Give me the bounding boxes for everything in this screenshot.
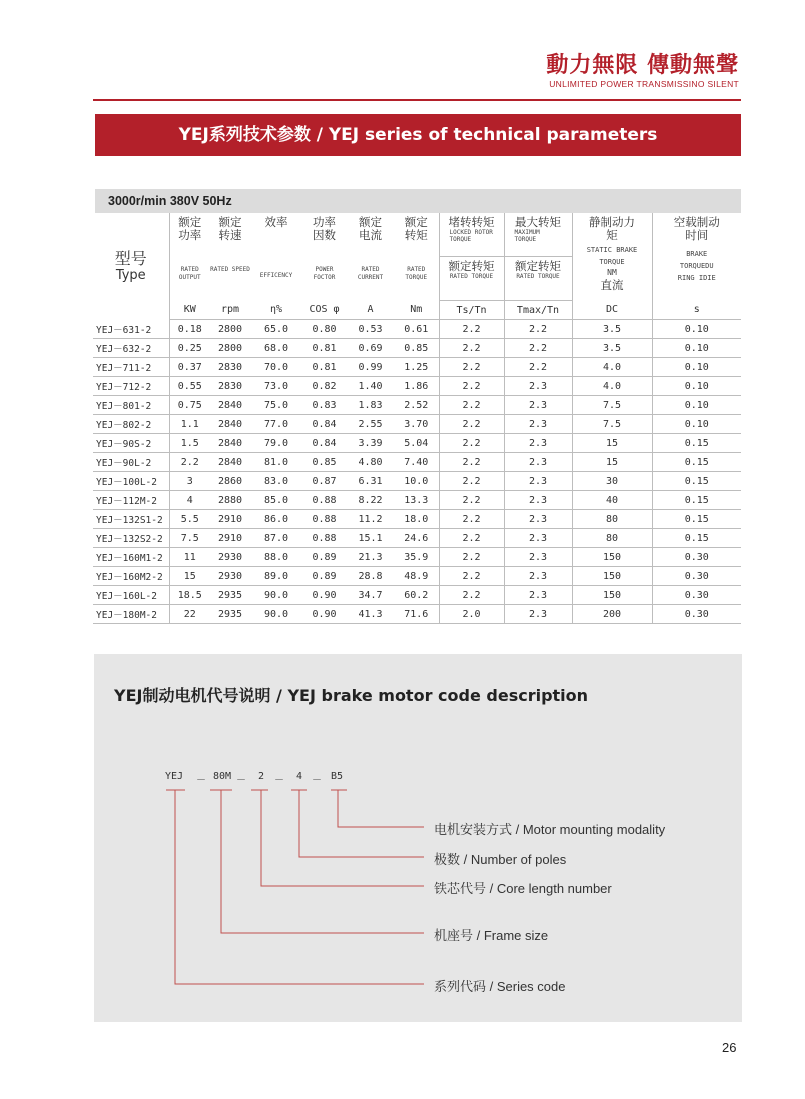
code-part-dash: － — [274, 775, 284, 786]
value-cell: 1.86 — [394, 377, 439, 396]
model-cell: YEJ－712-2 — [93, 377, 169, 396]
value-cell: 4.0 — [572, 358, 652, 377]
code-part-poles: 4 — [296, 771, 303, 782]
value-cell: 2930 — [210, 567, 250, 586]
value-cell: 5.04 — [394, 434, 439, 453]
code-part-dash: － — [236, 775, 246, 786]
value-cell: 2.3 — [504, 605, 572, 624]
connector-series — [166, 790, 424, 984]
value-cell: 88.0 — [250, 548, 302, 567]
value-cell: 0.15 — [652, 453, 741, 472]
value-cell: 77.0 — [250, 415, 302, 434]
type-header-en: Type — [115, 267, 146, 283]
value-cell: 0.69 — [347, 339, 394, 358]
value-cell: 7.40 — [394, 453, 439, 472]
value-cell: 0.30 — [652, 567, 741, 586]
value-cell: 0.99 — [347, 358, 394, 377]
value-cell: 0.10 — [652, 339, 741, 358]
value-cell: 90.0 — [250, 586, 302, 605]
value-cell: 0.15 — [652, 472, 741, 491]
model-cell: YEJ－631-2 — [93, 320, 169, 339]
value-cell: 0.80 — [302, 320, 347, 339]
value-cell: 2860 — [210, 472, 250, 491]
value-cell: 70.0 — [250, 358, 302, 377]
value-cell: 2935 — [210, 605, 250, 624]
label-core-length: 铁芯代号 / Core length number — [434, 881, 612, 896]
value-cell: 10.0 — [394, 472, 439, 491]
value-cell: 2.3 — [504, 472, 572, 491]
connector-poles — [291, 790, 424, 857]
value-cell: 0.30 — [652, 548, 741, 567]
value-cell: 2880 — [210, 491, 250, 510]
value-cell: 2.3 — [504, 396, 572, 415]
value-cell: 73.0 — [250, 377, 302, 396]
value-cell: 1.1 — [169, 415, 210, 434]
value-cell: 0.18 — [169, 320, 210, 339]
value-cell: 0.15 — [652, 529, 741, 548]
value-cell: 0.15 — [652, 434, 741, 453]
value-cell: 0.81 — [302, 339, 347, 358]
value-cell: 15 — [572, 453, 652, 472]
value-cell: 80 — [572, 510, 652, 529]
value-cell: 81.0 — [250, 453, 302, 472]
value-cell: 2.2 — [439, 491, 504, 510]
value-cell: 200 — [572, 605, 652, 624]
value-cell: 35.9 — [394, 548, 439, 567]
model-cell: YEJ－160M1-2 — [93, 548, 169, 567]
value-cell: 0.10 — [652, 320, 741, 339]
code-part-core: 2 — [258, 771, 265, 782]
value-cell: 22 — [169, 605, 210, 624]
value-cell: 0.10 — [652, 396, 741, 415]
value-cell: 6.31 — [347, 472, 394, 491]
value-cell: 15 — [169, 567, 210, 586]
value-cell: 48.9 — [394, 567, 439, 586]
value-cell: 2.52 — [394, 396, 439, 415]
label-number-of-poles: 极数 / Number of poles — [434, 852, 567, 867]
connector-frame — [210, 790, 424, 933]
value-cell: 2.3 — [504, 548, 572, 567]
model-cell: YEJ－112M-2 — [93, 491, 169, 510]
value-cell: 68.0 — [250, 339, 302, 358]
code-part-frame: 80M — [213, 771, 232, 782]
model-cell: YEJ－100L-2 — [93, 472, 169, 491]
value-cell: 2.0 — [439, 605, 504, 624]
value-cell: 150 — [572, 548, 652, 567]
value-cell: 0.53 — [347, 320, 394, 339]
value-cell: 0.10 — [652, 377, 741, 396]
max-torque-rated-header: 额定转矩 RATED TORQUE — [504, 257, 572, 301]
label-frame-size: 机座号 / Frame size — [434, 928, 549, 943]
value-cell: 4 — [169, 491, 210, 510]
value-cell: 2830 — [210, 358, 250, 377]
model-cell: YEJ－802-2 — [93, 415, 169, 434]
model-cell: YEJ－711-2 — [93, 358, 169, 377]
value-cell: 2.2 — [439, 472, 504, 491]
value-cell: 2.3 — [504, 415, 572, 434]
model-cell: YEJ－132S1-2 — [93, 510, 169, 529]
brand-slogan-en: UNLIMITED POWER TRANSMISSINO SILENT — [549, 79, 739, 89]
label-mounting-modality: 电机安装方式 / Motor mounting modality — [434, 822, 666, 837]
value-cell: 2.2 — [169, 453, 210, 472]
value-cell: 8.22 — [347, 491, 394, 510]
value-cell: 2.3 — [504, 377, 572, 396]
value-cell: 2.55 — [347, 415, 394, 434]
value-cell: 2840 — [210, 434, 250, 453]
value-cell: 0.87 — [302, 472, 347, 491]
value-cell: 2.3 — [504, 453, 572, 472]
code-description-title: YEJ制动电机代号说明 / YEJ brake motor code description — [114, 686, 589, 705]
value-cell: 2.2 — [439, 320, 504, 339]
value-cell: 80 — [572, 529, 652, 548]
model-cell: YEJ－160L-2 — [93, 586, 169, 605]
value-cell: 90.0 — [250, 605, 302, 624]
value-cell: 0.30 — [652, 586, 741, 605]
max-torque-header: 最大转矩 MAXIMUM TORQUE — [504, 213, 572, 257]
value-cell: 86.0 — [250, 510, 302, 529]
value-cell: 0.90 — [302, 586, 347, 605]
value-cell: 0.83 — [302, 396, 347, 415]
value-cell: 3.5 — [572, 339, 652, 358]
value-cell: 7.5 — [169, 529, 210, 548]
value-cell: 2935 — [210, 586, 250, 605]
value-cell: 150 — [572, 586, 652, 605]
value-cell: 87.0 — [250, 529, 302, 548]
value-cell: 1.25 — [394, 358, 439, 377]
value-cell: 11 — [169, 548, 210, 567]
value-cell: 2910 — [210, 529, 250, 548]
value-cell: 79.0 — [250, 434, 302, 453]
value-cell: 11.2 — [347, 510, 394, 529]
value-cell: 0.88 — [302, 510, 347, 529]
value-cell: 2.3 — [504, 529, 572, 548]
value-cell: 13.3 — [394, 491, 439, 510]
torque-header: 额定转矩 RATED TORQUE — [394, 213, 439, 301]
value-cell: 34.7 — [347, 586, 394, 605]
value-cell: 0.10 — [652, 415, 741, 434]
value-cell: 2.2 — [439, 377, 504, 396]
brand-slogan-cn: 動力無限 傳動無聲 — [546, 52, 739, 78]
value-cell: 40 — [572, 491, 652, 510]
value-cell: 21.3 — [347, 548, 394, 567]
model-cell: YEJ－160M2-2 — [93, 567, 169, 586]
code-part-dash: － — [196, 775, 206, 786]
value-cell: 15.1 — [347, 529, 394, 548]
model-cell: YEJ－132S2-2 — [93, 529, 169, 548]
value-cell: 2.3 — [504, 434, 572, 453]
type-header-cn: 型号 — [114, 248, 147, 268]
value-cell: 1.83 — [347, 396, 394, 415]
value-cell: 2.3 — [504, 510, 572, 529]
locked-torque-rated-header: 额定转矩 RATED TORQUE — [439, 257, 504, 301]
value-cell: 28.8 — [347, 567, 394, 586]
value-cell: 7.5 — [572, 396, 652, 415]
value-cell: 2930 — [210, 548, 250, 567]
value-cell: 2.2 — [439, 453, 504, 472]
value-cell: 2.2 — [439, 529, 504, 548]
value-cell: 3.70 — [394, 415, 439, 434]
value-cell: 0.84 — [302, 434, 347, 453]
model-cell: YEJ－180M-2 — [93, 605, 169, 624]
value-cell: 2.2 — [504, 339, 572, 358]
value-cell: 2.3 — [504, 567, 572, 586]
value-cell: 30 — [572, 472, 652, 491]
code-part-series: YEJ — [165, 771, 184, 782]
value-cell: 0.25 — [169, 339, 210, 358]
value-cell: 2840 — [210, 415, 250, 434]
section-banner: YEJ系列技术参数 / YEJ series of technical parameters — [95, 114, 741, 156]
value-cell: 0.81 — [302, 358, 347, 377]
connector-mounting — [331, 790, 424, 827]
value-cell: 0.88 — [302, 491, 347, 510]
current-header: 额定电流 RATED CURRENT — [357, 215, 384, 281]
power-factor-header: 功率因数 POWER FOCTOR — [313, 215, 336, 281]
value-cell: 15 — [572, 434, 652, 453]
value-cell: 0.10 — [652, 358, 741, 377]
value-cell: 89.0 — [250, 567, 302, 586]
value-cell: 0.89 — [302, 567, 347, 586]
value-cell: 65.0 — [250, 320, 302, 339]
value-cell: 2.2 — [504, 358, 572, 377]
value-cell: 4.80 — [347, 453, 394, 472]
value-cell: 2.2 — [439, 548, 504, 567]
value-cell: 83.0 — [250, 472, 302, 491]
unit-row: KW rpm η% COS φ A Nm Ts/Tn Tmax/Tn DC s — [93, 301, 741, 320]
value-cell: 2.2 — [504, 320, 572, 339]
value-cell: 5.5 — [169, 510, 210, 529]
value-cell: 2.2 — [439, 586, 504, 605]
value-cell: 18.5 — [169, 586, 210, 605]
value-cell: 2.2 — [439, 339, 504, 358]
value-cell: 0.85 — [394, 339, 439, 358]
speed-header: 额定转速 RATED SPEED — [210, 215, 250, 273]
value-cell: 2.2 — [439, 396, 504, 415]
value-cell: 85.0 — [250, 491, 302, 510]
model-cell: YEJ－632-2 — [93, 339, 169, 358]
value-cell: 1.40 — [347, 377, 394, 396]
brake-time-header: 空载制动时间 BRAKE TORQUEDU RING IDIE — [673, 215, 720, 282]
value-cell: 4.0 — [572, 377, 652, 396]
value-cell: 7.5 — [572, 415, 652, 434]
value-cell: 150 — [572, 567, 652, 586]
value-cell: 0.90 — [302, 605, 347, 624]
code-part-mounting: B5 — [331, 771, 344, 782]
value-cell: 0.85 — [302, 453, 347, 472]
output-header: 额定功率 RATED OUTPUT — [178, 215, 202, 281]
value-cell: 2840 — [210, 453, 250, 472]
value-cell: 24.6 — [394, 529, 439, 548]
value-cell: 0.15 — [652, 510, 741, 529]
value-cell: 2800 — [210, 339, 250, 358]
value-cell: 0.30 — [652, 605, 741, 624]
value-cell: 2840 — [210, 396, 250, 415]
static-brake-header: 静制动力矩 STATIC BRAKE TORQUE NM 直流 — [572, 213, 652, 301]
value-cell: 2.2 — [439, 567, 504, 586]
value-cell: 60.2 — [394, 586, 439, 605]
value-cell: 2800 — [210, 320, 250, 339]
model-cell: YEJ－90S-2 — [93, 434, 169, 453]
value-cell: 0.37 — [169, 358, 210, 377]
operating-condition: 3000r/min 380V 50Hz — [108, 194, 232, 208]
value-cell: 18.0 — [394, 510, 439, 529]
value-cell: 0.75 — [169, 396, 210, 415]
model-cell: YEJ－801-2 — [93, 396, 169, 415]
value-cell: 3.5 — [572, 320, 652, 339]
locked-torque-header: 堵转转矩 LOCKED ROTOR TORQUE — [439, 213, 504, 257]
value-cell: 2.2 — [439, 434, 504, 453]
value-cell: 0.15 — [652, 491, 741, 510]
code-part-dash: － — [312, 775, 322, 786]
value-cell: 2830 — [210, 377, 250, 396]
value-cell: 0.82 — [302, 377, 347, 396]
efficiency-header: 效率 EFFICENCY — [259, 215, 293, 279]
value-cell: 0.61 — [394, 320, 439, 339]
value-cell: 0.55 — [169, 377, 210, 396]
value-cell: 3 — [169, 472, 210, 491]
value-cell: 1.5 — [169, 434, 210, 453]
value-cell: 2910 — [210, 510, 250, 529]
value-cell: 2.3 — [504, 491, 572, 510]
value-cell: 2.2 — [439, 510, 504, 529]
value-cell: 75.0 — [250, 396, 302, 415]
value-cell: 2.3 — [504, 586, 572, 605]
value-cell: 41.3 — [347, 605, 394, 624]
label-series-code: 系列代码 / Series code — [434, 979, 566, 994]
value-cell: 71.6 — [394, 605, 439, 624]
value-cell: 0.88 — [302, 529, 347, 548]
value-cell: 2.2 — [439, 358, 504, 377]
value-cell: 0.89 — [302, 548, 347, 567]
value-cell: 2.2 — [439, 415, 504, 434]
value-cell: 3.39 — [347, 434, 394, 453]
value-cell: 0.84 — [302, 415, 347, 434]
page-number: 26 — [722, 1040, 737, 1055]
model-cell: YEJ－90L-2 — [93, 453, 169, 472]
